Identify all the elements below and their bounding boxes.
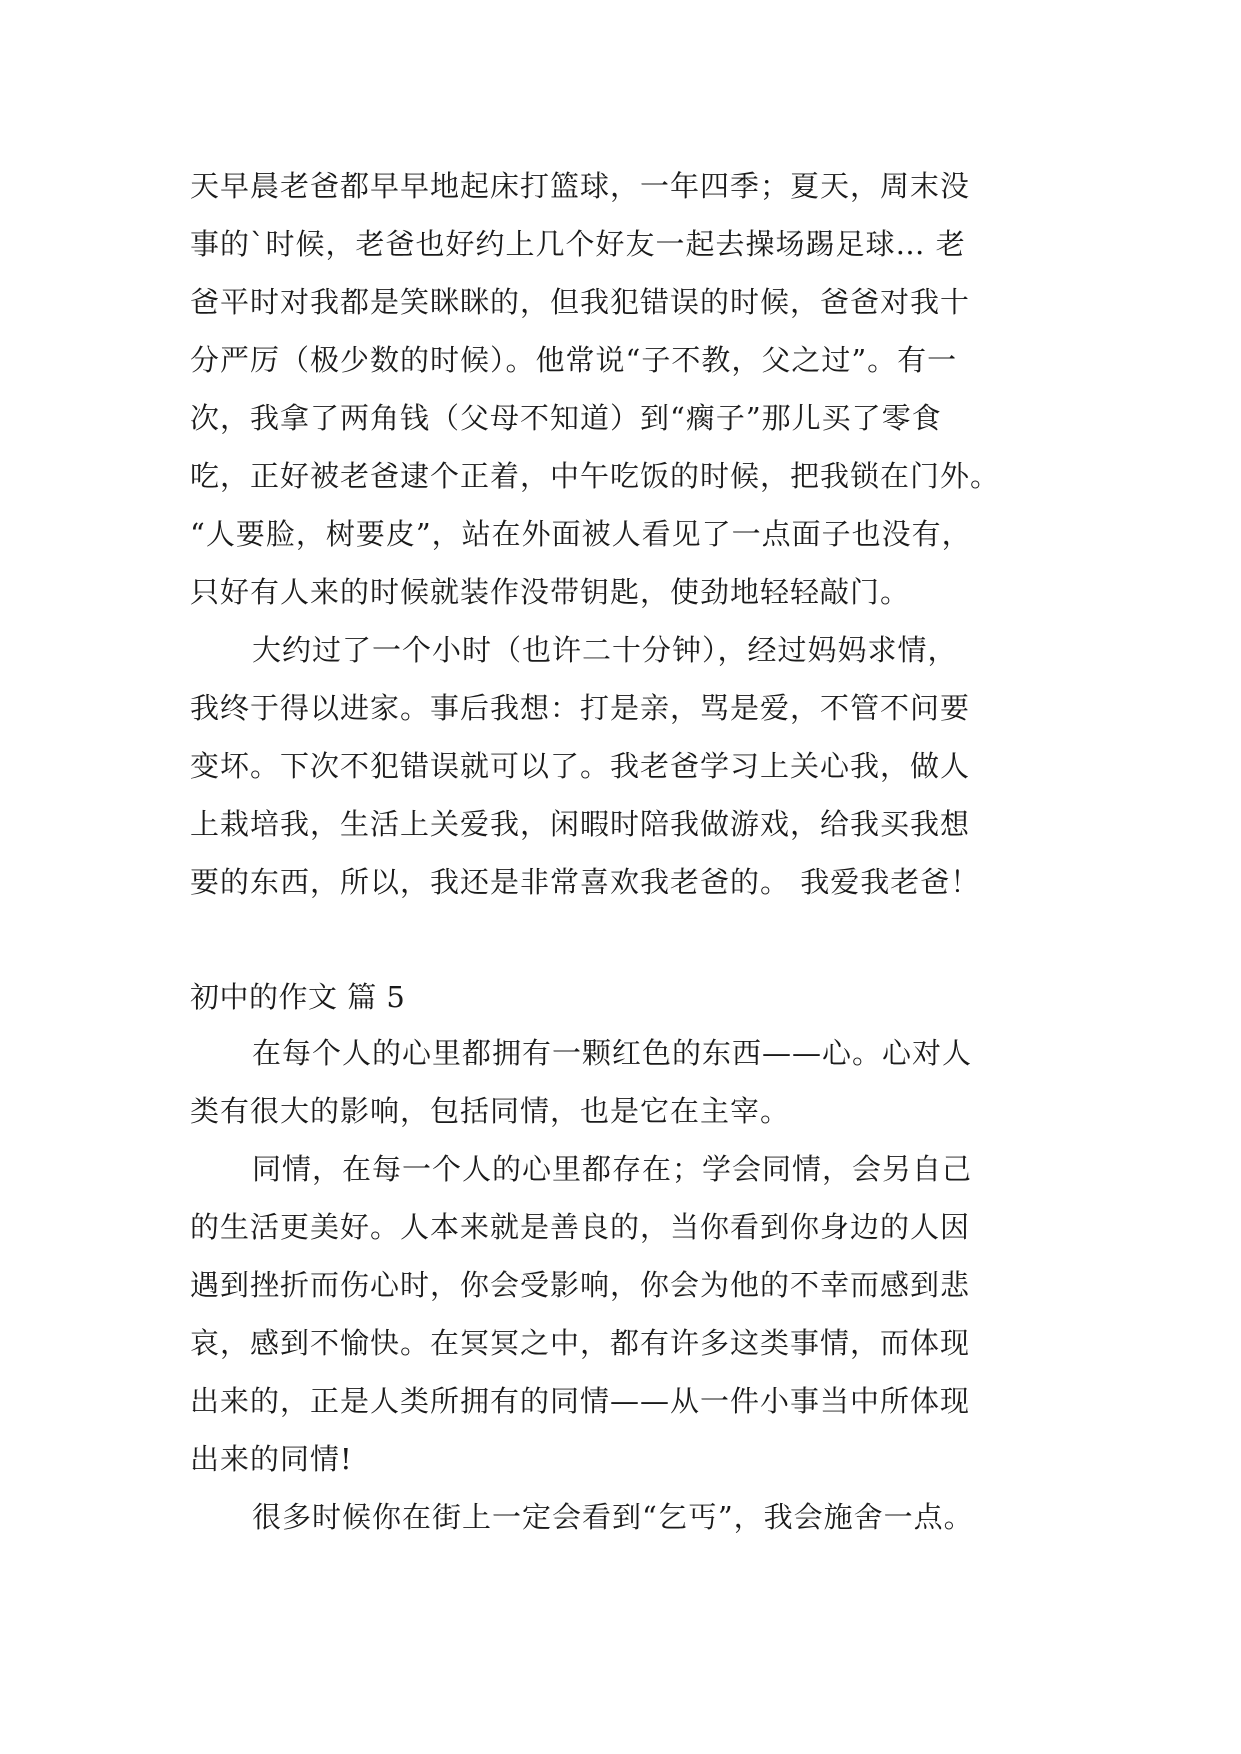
paragraph-line: 分严厉（极少数的时候）。他常说“子不教，父之过”。有一 [190,343,958,377]
paragraph-line: 在每个人的心里都拥有一颗红色的东西——心。心对人 [252,1036,973,1070]
paragraph-line: 遇到挫折而伤心时，你会受影响，你会为他的不幸而感到悲 [190,1268,971,1302]
paragraph-line: 次，我拿了两角钱（父母不知道）到“瘸子”那儿买了零食 [190,401,942,435]
paragraph-line: 上栽培我，生活上关爱我，闲暇时陪我做游戏，给我买我想 [190,807,971,841]
paragraph-line: “人要脸，树要皮”，站在外面被人看见了一点面子也没有， [190,517,972,551]
section-heading: 初中的作文 篇 5 [190,980,406,1014]
paragraph-line: 要的东西，所以，我还是非常喜欢我老爸的。 我爱我老爸！ [190,865,981,899]
paragraph-line: 我终于得以进家。事后我想：打是亲，骂是爱，不管不问要 [190,691,971,725]
paragraph-line: 事的`时候，老爸也好约上几个好友一起去操场踢足球… 老 [190,227,966,261]
paragraph-line: 出来的，正是人类所拥有的同情——从一件小事当中所体现 [190,1384,971,1418]
paragraph-line: 的生活更美好。人本来就是善良的，当你看到你身边的人因 [190,1210,971,1244]
paragraph-line: 爸平时对我都是笑眯眯的，但我犯错误的时候，爸爸对我十 [190,285,971,319]
paragraph-line: 吃，正好被老爸逮个正着，中午吃饭的时候，把我锁在门外。 [190,459,1001,493]
paragraph-line: 变坏。下次不犯错误就可以了。我老爸学习上关心我，做人 [190,749,971,783]
paragraph-line: 天早晨老爸都早早地起床打篮球，一年四季；夏天，周末没 [190,169,971,203]
paragraph-line: 类有很大的影响，包括同情，也是它在主宰。 [190,1094,791,1128]
paragraph-line: 同情，在每一个人的心里都存在；学会同情，会另自己 [252,1152,973,1186]
paragraph-line: 出来的同情! [190,1442,353,1476]
paragraph-line: 很多时候你在街上一定会看到“乞丐”，我会施舍一点。 [252,1500,974,1534]
paragraph-line: 只好有人来的时候就装作没带钥匙，使劲地轻轻敲门。 [190,575,911,609]
paragraph-line: 大约过了一个小时（也许二十分钟），经过妈妈求情， [252,633,958,667]
paragraph-line: 哀，感到不愉快。在冥冥之中，都有许多这类事情，而体现 [190,1326,971,1360]
